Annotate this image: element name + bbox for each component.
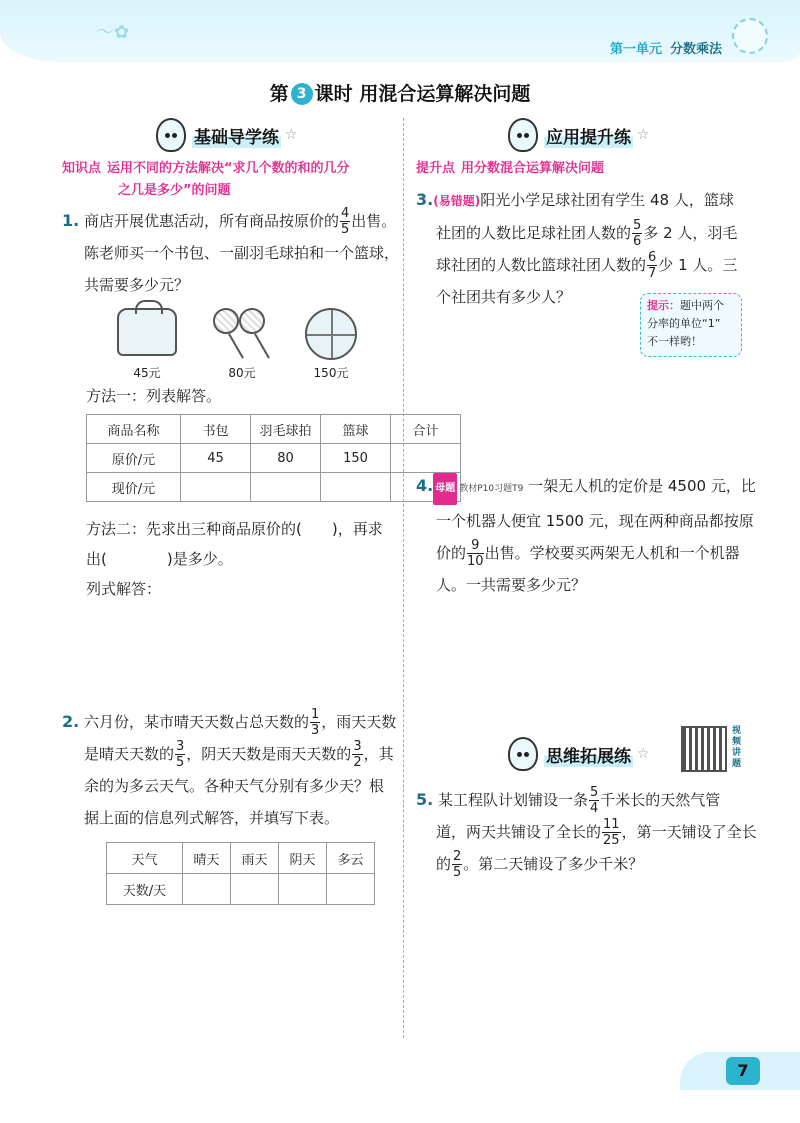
fraction: $\frac{9}{10}$ (467, 538, 484, 569)
table-header: 多云 (327, 843, 375, 874)
lesson-title (0, 79, 800, 106)
error-prone-tag: (易错题) (433, 194, 481, 208)
q5-text: ，第一天铺设了全长 (621, 823, 757, 841)
method-2-text: 出( )是多少。 (86, 550, 233, 568)
table-cell: 原价/元 (87, 444, 181, 473)
answer-cell[interactable] (251, 473, 321, 502)
table-row (107, 874, 375, 905)
improvement-tag: 提升点 (416, 161, 456, 176)
fraction: $\frac{11}{25}$ (603, 817, 620, 848)
qr-code-icon[interactable] (681, 726, 727, 772)
price-table (86, 414, 461, 502)
fraction: $\frac{3}{5}$ (176, 739, 185, 770)
mascot-icon (732, 18, 768, 54)
table-row (87, 473, 461, 502)
mother-question-tag: 母题 (433, 473, 457, 505)
section-title: 思维拓展练 (544, 742, 633, 767)
knowledge-line1: 运用不同的方法解决“求几个数的和的几分 (107, 161, 350, 176)
table-header: 晴天 (183, 843, 231, 874)
q2-text: ，阴天天数是雨天天数的 (186, 745, 352, 763)
badminton-racket-icon (207, 308, 277, 360)
knowledge-tag: 知识点 (62, 161, 102, 176)
q4-text: 价的 (436, 544, 467, 562)
question-1 (62, 205, 402, 301)
q4-text: 人。一共需要多少元？ (436, 576, 587, 594)
star-icon: ☆ (285, 127, 298, 143)
table-cell: 150 (321, 444, 391, 473)
q1-text: 商店开展优惠活动，所有商品按原价的 (84, 212, 340, 230)
answer-cell[interactable] (321, 473, 391, 502)
unit-topic: 分数乘法 (669, 42, 722, 57)
q1-text: 出售。 (351, 212, 397, 230)
fraction: $\frac{2}{5}$ (453, 849, 462, 880)
section-header-applied (508, 118, 650, 152)
knowledge-line2: 之几是多少”的问题 (118, 183, 231, 198)
knowledge-point (62, 158, 402, 202)
q5-text: 的 (436, 855, 452, 873)
product-backpack (112, 308, 182, 381)
question-number: 1. (62, 211, 80, 230)
question-number: 3. (416, 190, 434, 209)
table-cell: 天数/天 (107, 874, 183, 905)
table-header: 书包 (181, 415, 251, 444)
lesson-title-text: 用混合运算解决问题 (359, 83, 531, 105)
q3-text: 球社团的人数比篮球社团人数的 (436, 256, 647, 274)
q1-text: 共需要多少元？ (84, 276, 190, 294)
q3-text: 个社团共有多少人？ (436, 288, 572, 306)
hint-text: 分率的单位“1” (647, 317, 721, 330)
answer-cell[interactable] (231, 874, 279, 905)
question-2 (62, 706, 402, 834)
method-2 (86, 514, 402, 604)
question-5 (416, 784, 761, 880)
q5-text: 某工程队计划铺设一条 (438, 791, 589, 809)
table-row (107, 843, 375, 874)
table-cell: 现价/元 (87, 473, 181, 502)
improvement-point (416, 158, 604, 180)
weather-table (106, 842, 375, 905)
q3-text: 多 2 人，羽毛 (643, 224, 738, 242)
mascot-face-icon (156, 118, 186, 152)
table-row (87, 444, 461, 473)
answer-cell[interactable] (327, 874, 375, 905)
method-1-label: 方法一：列表解答。 (86, 387, 222, 405)
q2-text: ，雨天天数 (321, 713, 397, 731)
answer-cell[interactable] (391, 444, 461, 473)
mascot-face-icon (508, 118, 538, 152)
hint-text: 不一样哟！ (647, 335, 702, 348)
q3-text: 社团的人数比足球社团人数的 (436, 224, 632, 242)
unit-name: 第一单元 (609, 42, 662, 57)
method-2-text: 方法二：先求出三种商品原价的( )，再求 (86, 520, 383, 538)
answer-cell[interactable] (183, 874, 231, 905)
hint-tag: 提示： (647, 299, 680, 312)
backpack-icon (117, 308, 177, 356)
q3-text: 少 1 人。三 (658, 256, 738, 274)
table-header: 合计 (391, 415, 461, 444)
star-icon: ☆ (637, 746, 650, 762)
lesson-prefix: 第 (269, 83, 289, 105)
method-2-text: 列式解答： (86, 580, 162, 598)
q2-text: ，其 (363, 745, 394, 763)
fraction: $\frac{1}{3}$ (311, 707, 320, 738)
hint-text: 题中两个 (680, 299, 724, 312)
table-cell: 80 (251, 444, 321, 473)
improvement-text: 用分数混合运算解决问题 (461, 161, 605, 176)
table-row (87, 415, 461, 444)
product-price: 45元 (133, 366, 161, 380)
unit-label (610, 38, 722, 57)
textbook-source: 教材P10习题T9 (459, 484, 524, 494)
table-header: 天气 (107, 843, 183, 874)
q4-text: 一个机器人便宜 1500 元，现在两种商品都按原 (436, 512, 754, 530)
q2-text: 是晴天天数的 (84, 745, 175, 763)
basketball-icon (305, 308, 357, 360)
table-header: 商品名称 (87, 415, 181, 444)
section-title: 应用提升练 (544, 123, 633, 148)
table-header: 阴天 (279, 843, 327, 874)
lesson-suffix: 课时 (314, 83, 353, 105)
qr-label: 视频讲题 (732, 726, 742, 769)
q5-text: 道，两天共铺设了全长的 (436, 823, 602, 841)
q4-text: 出售。学校要买两架无人机和一个机器 (484, 544, 740, 562)
q2-text: 据上面的信息列式解答，并填写下表。 (84, 809, 340, 827)
star-icon: ☆ (637, 127, 650, 143)
mascot-face-icon (508, 737, 538, 771)
question-number: 4. (416, 476, 434, 495)
q2-text: 余的为多云天气。各种天气分别有多少天？根 (84, 777, 385, 795)
section-title: 基础导学练 (192, 123, 281, 148)
fraction: $\frac{5}{6}$ (633, 218, 642, 249)
table-header: 羽毛球拍 (251, 415, 321, 444)
fraction: $\frac{5}{4}$ (590, 785, 599, 816)
lesson-number: 3 (291, 83, 313, 105)
product-racket (202, 308, 282, 381)
bird-decoration-icon: 〜✿ (96, 22, 130, 43)
product-basketball (296, 308, 366, 381)
product-price: 150元 (313, 366, 349, 380)
q3-text: 阳光小学足球社团有学生 48 人，篮球 (480, 191, 734, 209)
section-header-basic (156, 118, 298, 152)
hint-box (640, 293, 742, 357)
table-cell: 45 (181, 444, 251, 473)
table-header: 雨天 (231, 843, 279, 874)
fraction: $\frac{4}{5}$ (341, 206, 350, 237)
page-number: 7 (726, 1057, 760, 1085)
question-number: 2. (62, 712, 80, 731)
section-header-extension (508, 737, 650, 771)
question-number: 5. (416, 790, 434, 809)
answer-cell[interactable] (181, 473, 251, 502)
fraction: $\frac{3}{2}$ (353, 739, 362, 770)
q2-text: 六月份，某市晴天天数占总天数的 (84, 713, 310, 731)
table-header: 篮球 (321, 415, 391, 444)
product-price: 80元 (228, 366, 256, 380)
q4-text: 一架无人机的定价是 4500 元，比 (528, 477, 756, 495)
q1-text: 陈老师买一个书包、一副羽毛球拍和一个篮球， (84, 244, 400, 262)
fraction: $\frac{6}{7}$ (648, 250, 657, 281)
q5-text: 千米长的天然气管 (600, 791, 721, 809)
question-4 (416, 470, 761, 601)
q5-text: 。第二天铺设了多少千米？ (463, 855, 644, 873)
answer-cell[interactable] (279, 874, 327, 905)
column-divider (403, 118, 404, 1038)
